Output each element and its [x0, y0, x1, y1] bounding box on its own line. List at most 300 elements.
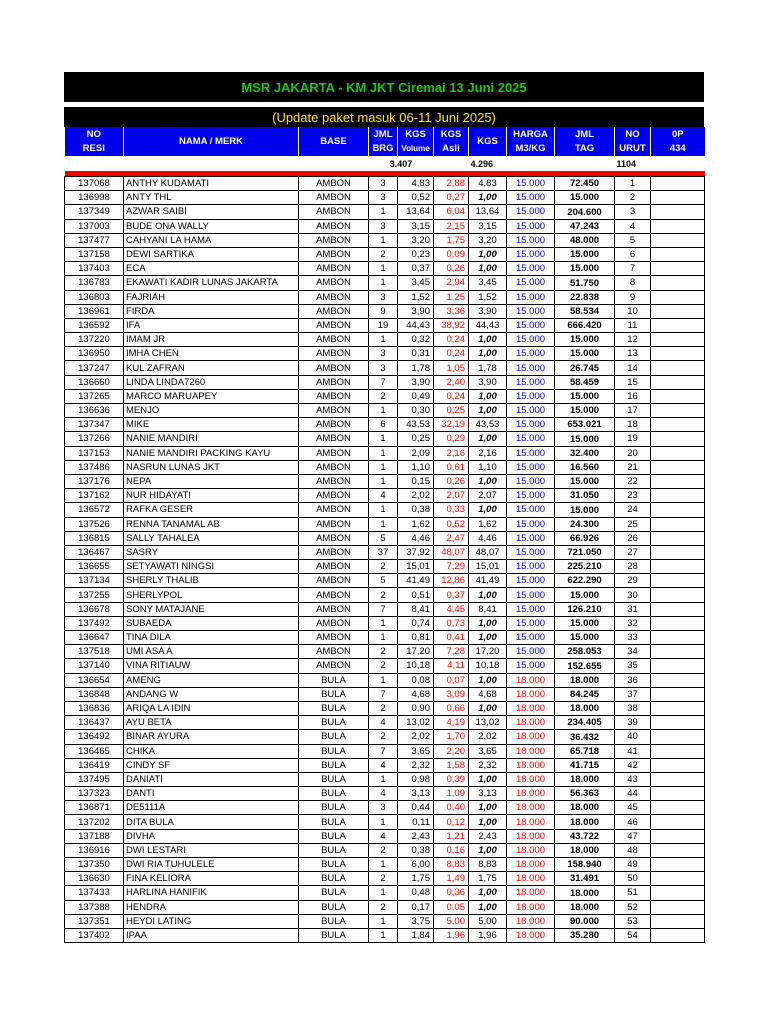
kgs-volume-cell: 3,45	[398, 276, 434, 290]
no-urut-cell: 54	[615, 928, 651, 942]
kgs-asli-cell: 5,00	[434, 914, 469, 928]
harga-cell: 18.000	[507, 886, 555, 900]
table-row	[65, 843, 705, 857]
jml-tag-cell: 43.722	[555, 829, 615, 843]
kgs-asli-cell: 0,41	[434, 631, 469, 645]
no-urut-cell: 36	[615, 673, 651, 687]
kgs-asli-cell: 1,75	[434, 233, 469, 247]
kgs-volume-cell: 0,98	[398, 772, 434, 786]
op-cell	[651, 219, 705, 233]
table-row	[65, 375, 705, 389]
jml-tag-cell: 15.000	[555, 247, 615, 261]
nama-cell: ANDANG W	[124, 687, 299, 701]
kgs-cell: 3,90	[469, 375, 507, 389]
op-cell	[651, 276, 705, 290]
jml-brg-cell: 2	[369, 560, 398, 574]
base-cell: BULA	[299, 928, 369, 942]
jml-brg-cell: 9	[369, 304, 398, 318]
jml-brg-cell: 1	[369, 404, 398, 418]
jml-tag-cell: 90.000	[555, 914, 615, 928]
jml-tag-cell: 58.459	[555, 375, 615, 389]
kgs-cell: 1,00	[469, 843, 507, 857]
no-urut-cell: 39	[615, 716, 651, 730]
op-cell	[651, 829, 705, 843]
base-cell: AMBON	[299, 276, 369, 290]
kgs-cell: 3,15	[469, 219, 507, 233]
kgs-cell: 2,02	[469, 730, 507, 744]
harga-cell: 15.000	[507, 588, 555, 602]
jml-brg-cell: 2	[369, 645, 398, 659]
op-cell	[651, 517, 705, 531]
kgs-cell: 1,75	[469, 872, 507, 886]
table-row	[65, 389, 705, 403]
op-cell	[651, 687, 705, 701]
op-cell	[651, 418, 705, 432]
nama-cell: CINDY SF	[124, 758, 299, 772]
op-cell	[651, 574, 705, 588]
resi-cell: 136465	[65, 744, 124, 758]
kgs-volume-cell: 2,02	[398, 489, 434, 503]
base-cell: AMBON	[299, 205, 369, 219]
base-cell: AMBON	[299, 347, 369, 361]
no-urut-cell: 16	[615, 389, 651, 403]
table-row	[65, 616, 705, 630]
nama-cell: CAHYANI LA HAMA	[124, 233, 299, 247]
no-urut-cell: 26	[615, 531, 651, 545]
resi-cell: 136467	[65, 545, 124, 559]
resi-cell: 137153	[65, 446, 124, 460]
jml-tag-cell: 234.405	[555, 716, 615, 730]
header-nama-merk: NAMA / MERK	[124, 127, 299, 156]
resi-cell: 137266	[65, 432, 124, 446]
kgs-cell: 1,00	[469, 616, 507, 630]
kgs-volume-cell: 0,90	[398, 701, 434, 715]
base-cell: BULA	[299, 815, 369, 829]
table-row	[65, 531, 705, 545]
jml-tag-cell: 32.400	[555, 446, 615, 460]
kgs-asli-cell: 0,05	[434, 900, 469, 914]
base-cell: AMBON	[299, 616, 369, 630]
nama-cell: SUBAEDA	[124, 616, 299, 630]
no-urut-cell: 20	[615, 446, 651, 460]
nama-cell: EKAWATI KADIR LUNAS JAKARTA	[124, 276, 299, 290]
kgs-volume-cell: 4,68	[398, 687, 434, 701]
header-op: 0P	[651, 127, 705, 141]
kgs-asli-cell: 1,49	[434, 872, 469, 886]
kgs-asli-cell: 1,25	[434, 290, 469, 304]
no-urut-cell: 13	[615, 347, 651, 361]
header-row-1	[65, 127, 705, 141]
kgs-volume-cell: 0,38	[398, 843, 434, 857]
jml-tag-cell: 158.940	[555, 858, 615, 872]
table-row	[65, 673, 705, 687]
kgs-volume-cell: 43,53	[398, 418, 434, 432]
harga-cell: 15.000	[507, 389, 555, 403]
kgs-cell: 2,07	[469, 489, 507, 503]
jml-brg-cell: 1	[369, 616, 398, 630]
jml-tag-cell: 41.715	[555, 758, 615, 772]
table-row	[65, 588, 705, 602]
nama-cell: UMI ASA A	[124, 645, 299, 659]
kgs-volume-cell: 0,49	[398, 389, 434, 403]
jml-brg-cell: 4	[369, 829, 398, 843]
op-cell	[651, 460, 705, 474]
nama-cell: SALLY TAHALEA	[124, 531, 299, 545]
no-urut-cell: 52	[615, 900, 651, 914]
nama-cell: RAFKA GESER	[124, 503, 299, 517]
kgs-cell: 4,68	[469, 687, 507, 701]
nama-cell: IFA	[124, 318, 299, 332]
resi-cell: 137003	[65, 219, 124, 233]
kgs-asli-cell: 2,07	[434, 489, 469, 503]
kgs-asli-cell: 0,24	[434, 333, 469, 347]
op-cell	[651, 886, 705, 900]
resi-cell: 137492	[65, 616, 124, 630]
table-row	[65, 347, 705, 361]
jml-tag-cell: 66.926	[555, 531, 615, 545]
jml-brg-cell: 1	[369, 276, 398, 290]
jml-tag-cell: 84.245	[555, 687, 615, 701]
kgs-volume-cell: 10,18	[398, 659, 434, 673]
harga-cell: 15.000	[507, 191, 555, 205]
no-urut-cell: 45	[615, 801, 651, 815]
table-row	[65, 687, 705, 701]
kgs-volume-cell: 13,02	[398, 716, 434, 730]
jml-tag-cell: 18.000	[555, 801, 615, 815]
kgs-cell: 1,00	[469, 262, 507, 276]
no-urut-cell: 46	[615, 815, 651, 829]
resi-cell: 136783	[65, 276, 124, 290]
op-cell	[651, 659, 705, 673]
kgs-asli-cell: 1,58	[434, 758, 469, 772]
op-cell	[651, 914, 705, 928]
base-cell: BULA	[299, 687, 369, 701]
kgs-cell: 10,18	[469, 659, 507, 673]
header-resi: RESI	[65, 141, 124, 156]
kgs-volume-cell: 2,43	[398, 829, 434, 843]
nama-cell: SHERLY THALIB	[124, 574, 299, 588]
header-jml-tag: JML	[555, 127, 615, 141]
base-cell: AMBON	[299, 503, 369, 517]
no-urut-cell: 6	[615, 247, 651, 261]
op-cell	[651, 730, 705, 744]
kgs-cell: 4,83	[469, 177, 507, 191]
kgs-cell: 13,02	[469, 716, 507, 730]
op-cell	[651, 304, 705, 318]
kgs-cell: 1,10	[469, 460, 507, 474]
jml-brg-cell: 4	[369, 489, 398, 503]
harga-cell: 15.000	[507, 531, 555, 545]
jml-tag-cell: 622.290	[555, 574, 615, 588]
harga-cell: 18.000	[507, 758, 555, 772]
base-cell: AMBON	[299, 545, 369, 559]
jml-brg-cell: 2	[369, 843, 398, 857]
table-row	[65, 474, 705, 488]
nama-cell: HEYDI LATING	[124, 914, 299, 928]
resi-cell: 137220	[65, 333, 124, 347]
kgs-cell: 1,96	[469, 928, 507, 942]
base-cell: BULA	[299, 673, 369, 687]
base-cell: BULA	[299, 858, 369, 872]
base-cell: AMBON	[299, 361, 369, 375]
op-cell	[651, 843, 705, 857]
harga-cell: 18.000	[507, 787, 555, 801]
op-cell	[651, 262, 705, 276]
jml-brg-cell: 2	[369, 588, 398, 602]
kgs-cell: 15,01	[469, 560, 507, 574]
header-no: NO	[65, 127, 124, 141]
nama-cell: MIKE	[124, 418, 299, 432]
op-cell	[651, 787, 705, 801]
harga-cell: 15.000	[507, 616, 555, 630]
kgs-volume-cell: 0,81	[398, 631, 434, 645]
harga-cell: 15.000	[507, 474, 555, 488]
op-cell	[651, 318, 705, 332]
kgs-asli-cell: 4,45	[434, 602, 469, 616]
base-cell: AMBON	[299, 602, 369, 616]
nama-cell: SASRY	[124, 545, 299, 559]
kgs-asli-cell: 2,47	[434, 531, 469, 545]
harga-cell: 18.000	[507, 701, 555, 715]
table-row	[65, 787, 705, 801]
no-urut-cell: 3	[615, 205, 651, 219]
jml-tag-cell: 18.000	[555, 772, 615, 786]
kgs-cell: 2,16	[469, 446, 507, 460]
header-jml: JML	[369, 127, 398, 141]
table-row	[65, 914, 705, 928]
nama-cell: DIVHA	[124, 829, 299, 843]
harga-cell: 15.000	[507, 318, 555, 332]
op-cell	[651, 545, 705, 559]
kgs-volume-cell: 3,65	[398, 744, 434, 758]
jml-tag-cell: 26.745	[555, 361, 615, 375]
jml-tag-cell: 18.000	[555, 886, 615, 900]
op-cell	[651, 474, 705, 488]
resi-cell: 137486	[65, 460, 124, 474]
base-cell: BULA	[299, 730, 369, 744]
base-cell: AMBON	[299, 318, 369, 332]
resi-cell: 136678	[65, 602, 124, 616]
no-urut-cell: 27	[615, 545, 651, 559]
no-urut-cell: 41	[615, 744, 651, 758]
jml-tag-cell: 36.432	[555, 730, 615, 744]
header-op-count: 434	[651, 141, 705, 156]
kgs-asli-cell: 7,29	[434, 560, 469, 574]
kgs-volume-cell: 0,31	[398, 347, 434, 361]
resi-cell: 136848	[65, 687, 124, 701]
base-cell: AMBON	[299, 262, 369, 276]
total-jml-brg: 3.407	[369, 156, 434, 171]
base-cell: AMBON	[299, 404, 369, 418]
base-cell: BULA	[299, 900, 369, 914]
resi-cell: 137247	[65, 361, 124, 375]
kgs-volume-cell: 13,64	[398, 205, 434, 219]
kgs-volume-cell: 0,15	[398, 474, 434, 488]
resi-cell: 137495	[65, 772, 124, 786]
no-urut-cell: 22	[615, 474, 651, 488]
jml-tag-cell: 653.021	[555, 418, 615, 432]
harga-cell: 15.000	[507, 404, 555, 418]
table-row	[65, 219, 705, 233]
kgs-cell: 1,62	[469, 517, 507, 531]
jml-tag-cell: 258.053	[555, 645, 615, 659]
harga-cell: 18.000	[507, 673, 555, 687]
base-cell: AMBON	[299, 517, 369, 531]
kgs-asli-cell: 1,21	[434, 829, 469, 843]
kgs-cell: 8,41	[469, 602, 507, 616]
jml-tag-cell: 72.450	[555, 177, 615, 191]
kgs-asli-cell: 1,09	[434, 787, 469, 801]
kgs-volume-cell: 17,20	[398, 645, 434, 659]
jml-tag-cell: 35.280	[555, 928, 615, 942]
resi-cell: 137255	[65, 588, 124, 602]
kgs-volume-cell: 1,84	[398, 928, 434, 942]
kgs-asli-cell: 38,92	[434, 318, 469, 332]
resi-cell: 136630	[65, 872, 124, 886]
no-urut-cell: 2	[615, 191, 651, 205]
table-row	[65, 247, 705, 261]
kgs-volume-cell: 0,51	[398, 588, 434, 602]
kgs-cell: 13,64	[469, 205, 507, 219]
nama-cell: FIRDA	[124, 304, 299, 318]
table-row	[65, 829, 705, 843]
op-cell	[651, 503, 705, 517]
no-urut-cell: 31	[615, 602, 651, 616]
resi-cell: 137176	[65, 474, 124, 488]
no-urut-cell: 21	[615, 460, 651, 474]
harga-cell: 18.000	[507, 801, 555, 815]
kgs-volume-cell: 0,08	[398, 673, 434, 687]
kgs-volume-cell: 3,20	[398, 233, 434, 247]
table-row	[65, 333, 705, 347]
kgs-asli-cell: 0,61	[434, 460, 469, 474]
jml-tag-cell: 24.300	[555, 517, 615, 531]
no-urut-cell: 23	[615, 489, 651, 503]
no-urut-cell: 5	[615, 233, 651, 247]
kgs-volume-cell: 44,43	[398, 318, 434, 332]
header-harga: HARGA	[507, 127, 555, 141]
resi-cell: 137323	[65, 787, 124, 801]
jml-brg-cell: 1	[369, 928, 398, 942]
op-cell	[651, 531, 705, 545]
jml-brg-cell: 2	[369, 701, 398, 715]
jml-tag-cell: 15.000	[555, 432, 615, 446]
jml-tag-cell: 31.050	[555, 489, 615, 503]
table-row	[65, 815, 705, 829]
harga-cell: 15.000	[507, 560, 555, 574]
jml-brg-cell: 1	[369, 886, 398, 900]
kgs-asli-cell: 1,96	[434, 928, 469, 942]
resi-cell: 136437	[65, 716, 124, 730]
spreadsheet	[64, 72, 704, 943]
harga-cell: 15.000	[507, 602, 555, 616]
nama-cell: IMHA CHEN	[124, 347, 299, 361]
jml-brg-cell: 19	[369, 318, 398, 332]
table-row	[65, 262, 705, 276]
jml-brg-cell: 1	[369, 673, 398, 687]
kgs-asli-cell: 4,19	[434, 716, 469, 730]
table-row	[65, 928, 705, 942]
table-row	[65, 404, 705, 418]
base-cell: AMBON	[299, 375, 369, 389]
resi-cell: 137433	[65, 886, 124, 900]
kgs-volume-cell: 0,52	[398, 191, 434, 205]
base-cell: AMBON	[299, 418, 369, 432]
jml-brg-cell: 7	[369, 602, 398, 616]
kgs-cell: 1,00	[469, 801, 507, 815]
harga-cell: 15.000	[507, 659, 555, 673]
table-row	[65, 517, 705, 531]
no-urut-cell: 51	[615, 886, 651, 900]
jml-tag-cell: 65.718	[555, 744, 615, 758]
kgs-asli-cell: 0,16	[434, 843, 469, 857]
kgs-volume-cell: 3,15	[398, 219, 434, 233]
kgs-volume-cell: 0,23	[398, 247, 434, 261]
base-cell: AMBON	[299, 304, 369, 318]
jml-brg-cell: 1	[369, 446, 398, 460]
header-asli: Asli	[434, 141, 469, 156]
header-tag: TAG	[555, 141, 615, 156]
nama-cell: CHIKA	[124, 744, 299, 758]
harga-cell: 15.000	[507, 375, 555, 389]
kgs-asli-cell: 1,70	[434, 730, 469, 744]
jml-brg-cell: 1	[369, 474, 398, 488]
resi-cell: 136655	[65, 560, 124, 574]
jml-tag-cell: 31.491	[555, 872, 615, 886]
nama-cell: IMAM JR	[124, 333, 299, 347]
nama-cell: NUR HIDAYATI	[124, 489, 299, 503]
nama-cell: DITA BULA	[124, 815, 299, 829]
header-brg: BRG	[369, 141, 398, 156]
kgs-cell: 1,00	[469, 588, 507, 602]
kgs-asli-cell: 0,40	[434, 801, 469, 815]
table-row	[65, 290, 705, 304]
header-kgs: KGS	[469, 127, 507, 156]
header-urut: URUT	[615, 141, 651, 156]
table-row	[65, 900, 705, 914]
resi-cell: 137526	[65, 517, 124, 531]
resi-cell: 137162	[65, 489, 124, 503]
harga-cell: 15.000	[507, 361, 555, 375]
jml-tag-cell: 152.655	[555, 659, 615, 673]
harga-cell: 15.000	[507, 631, 555, 645]
resi-cell: 136916	[65, 843, 124, 857]
kgs-volume-cell: 3,90	[398, 375, 434, 389]
op-cell	[651, 361, 705, 375]
nama-cell: DE5111A	[124, 801, 299, 815]
nama-cell: VINA RITIAUW	[124, 659, 299, 673]
op-cell	[651, 872, 705, 886]
no-urut-cell: 25	[615, 517, 651, 531]
base-cell: AMBON	[299, 389, 369, 403]
resi-cell: 136654	[65, 673, 124, 687]
resi-cell: 137402	[65, 928, 124, 942]
op-cell	[651, 616, 705, 630]
nama-cell: NANIE MANDIRI PACKING KAYU	[124, 446, 299, 460]
table-row	[65, 801, 705, 815]
harga-cell: 15.000	[507, 219, 555, 233]
kgs-cell: 41,49	[469, 574, 507, 588]
harga-cell: 15.000	[507, 347, 555, 361]
jml-brg-cell: 1	[369, 503, 398, 517]
kgs-volume-cell: 37,92	[398, 545, 434, 559]
no-urut-cell: 33	[615, 631, 651, 645]
harga-cell: 15.000	[507, 574, 555, 588]
nama-cell: NASRUN LUNAS JKT	[124, 460, 299, 474]
jml-brg-cell: 7	[369, 375, 398, 389]
kgs-asli-cell: 1,05	[434, 361, 469, 375]
nama-cell: LINDA LINDA7260	[124, 375, 299, 389]
